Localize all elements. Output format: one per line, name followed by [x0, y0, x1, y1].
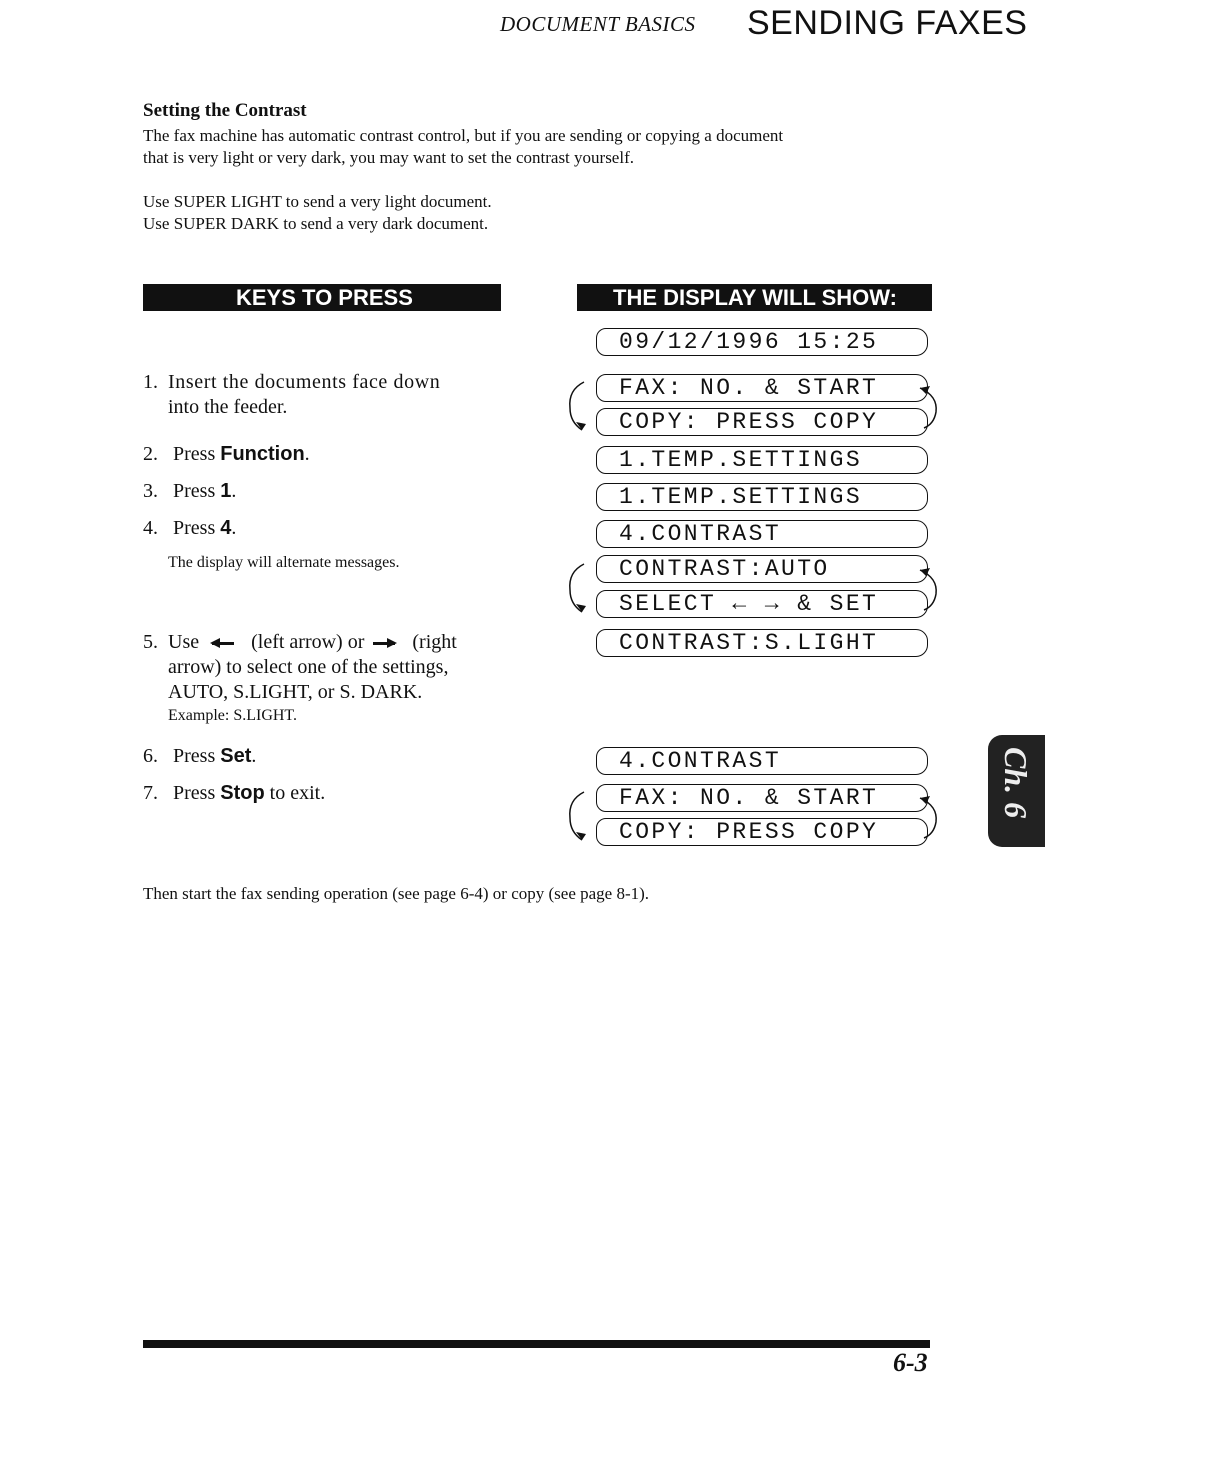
alternate-right-bracket-icon [916, 560, 946, 620]
step-5-example: Example: S.LIGHT. [168, 707, 298, 724]
step-5-line-1 [168, 630, 503, 655]
chapter-tab-label: Ch. 6 [998, 747, 1034, 819]
lcd-display: COPY: PRESS COPY [596, 818, 928, 846]
lcd-display: 4.CONTRAST [596, 520, 928, 548]
step-1-line-2: into the feeder. [168, 396, 288, 418]
lcd-display: FAX: NO. & START [596, 374, 928, 402]
lcd-display: 1.TEMP.SETTINGS [596, 446, 928, 474]
closing-instruction: Then start the fax sending operation (see page 6-4) or copy (see page 8-1). [143, 884, 650, 903]
step-2-prefix: Press [173, 443, 221, 465]
lcd-display: CONTRAST:AUTO [596, 555, 928, 583]
step-5 [143, 630, 457, 724]
step-3 [143, 479, 236, 504]
alternate-left-bracket-icon [562, 378, 592, 438]
intro-line-2: that is very light or very dark, you may want to set the contrast yourself. [143, 148, 634, 167]
section-title: Setting the Contrast [143, 100, 307, 121]
step-number: 7. [143, 782, 158, 804]
step-number: 2. [143, 443, 158, 465]
running-header-section: DOCUMENT BASICS [500, 12, 696, 36]
key-4-label: 4 [220, 517, 232, 539]
step-2-suffix: . [304, 443, 310, 465]
lcd-display: 4.CONTRAST [596, 747, 928, 775]
step-3-prefix: Press [173, 480, 221, 502]
left-arrow-key-icon [212, 642, 234, 645]
step-5-use: Use [168, 631, 200, 653]
tip-super-light: Use SUPER LIGHT to send a very light document. [143, 192, 492, 211]
step-5-line-3: AUTO, S.LIGHT, or S. DARK. [168, 681, 423, 703]
step-4 [143, 516, 236, 541]
lcd-display: 1.TEMP.SETTINGS [596, 483, 928, 511]
page-number: 6-3 [893, 1348, 928, 1377]
lcd-display: COPY: PRESS COPY [596, 408, 928, 436]
step-6-prefix: Press [173, 745, 221, 767]
alternate-right-bracket-icon [916, 788, 946, 848]
set-key-label: Set [220, 745, 252, 767]
lcd-display: SELECT ← → & SET [596, 590, 928, 618]
step-number: 6. [143, 745, 158, 767]
stop-key-label: Stop [220, 782, 265, 804]
lcd-display: FAX: NO. & START [596, 784, 928, 812]
key-1-label: 1 [220, 480, 232, 502]
step-5-line-2: arrow) to select one of the settings, [168, 656, 449, 678]
step-4-note: The display will alternate messages. [168, 554, 400, 571]
running-header-title: SENDING FAXES [747, 4, 1028, 42]
alternate-left-bracket-icon [562, 788, 592, 848]
keys-to-press-header [143, 284, 501, 311]
keys-to-press-label: KEYS TO PRESS [236, 285, 413, 310]
alternate-right-bracket-icon [916, 378, 946, 438]
display-will-show-label: THE DISPLAY WILL SHOW: [613, 285, 897, 310]
chapter-tab [988, 735, 1045, 847]
step-4-suffix: . [231, 517, 237, 539]
step-6 [143, 744, 256, 769]
step-number: 4. [143, 517, 158, 539]
step-6-suffix: . [251, 745, 257, 767]
lcd-display: CONTRAST:S.LIGHT [596, 629, 928, 657]
right-arrow-key-icon [373, 642, 395, 645]
step-7 [143, 781, 325, 806]
step-number: 3. [143, 480, 158, 502]
tip-super-dark: Use SUPER DARK to send a very dark document. [143, 214, 489, 233]
function-key-label: Function [220, 443, 305, 465]
step-5-left-text: (left arrow) or [251, 631, 365, 653]
step-4-prefix: Press [173, 517, 221, 539]
display-will-show-header [577, 284, 932, 311]
step-7-suffix: to exit. [264, 782, 326, 804]
step-3-suffix: . [231, 480, 237, 502]
step-1-line-1: Insert the documents face down [168, 371, 441, 393]
step-number: 5. [143, 631, 158, 653]
step-number: 1. [143, 371, 158, 393]
footer-rule [143, 1340, 930, 1348]
step-5-right-text: (right [412, 631, 457, 653]
intro-line-1: The fax machine has automatic contrast control, but if you are sending or copying a document [143, 126, 784, 145]
lcd-display: 09/12/1996 15:25 [596, 328, 928, 356]
step-1 [143, 370, 441, 418]
step-2 [143, 442, 310, 467]
step-7-prefix: Press [173, 782, 221, 804]
alternate-left-bracket-icon [562, 560, 592, 620]
